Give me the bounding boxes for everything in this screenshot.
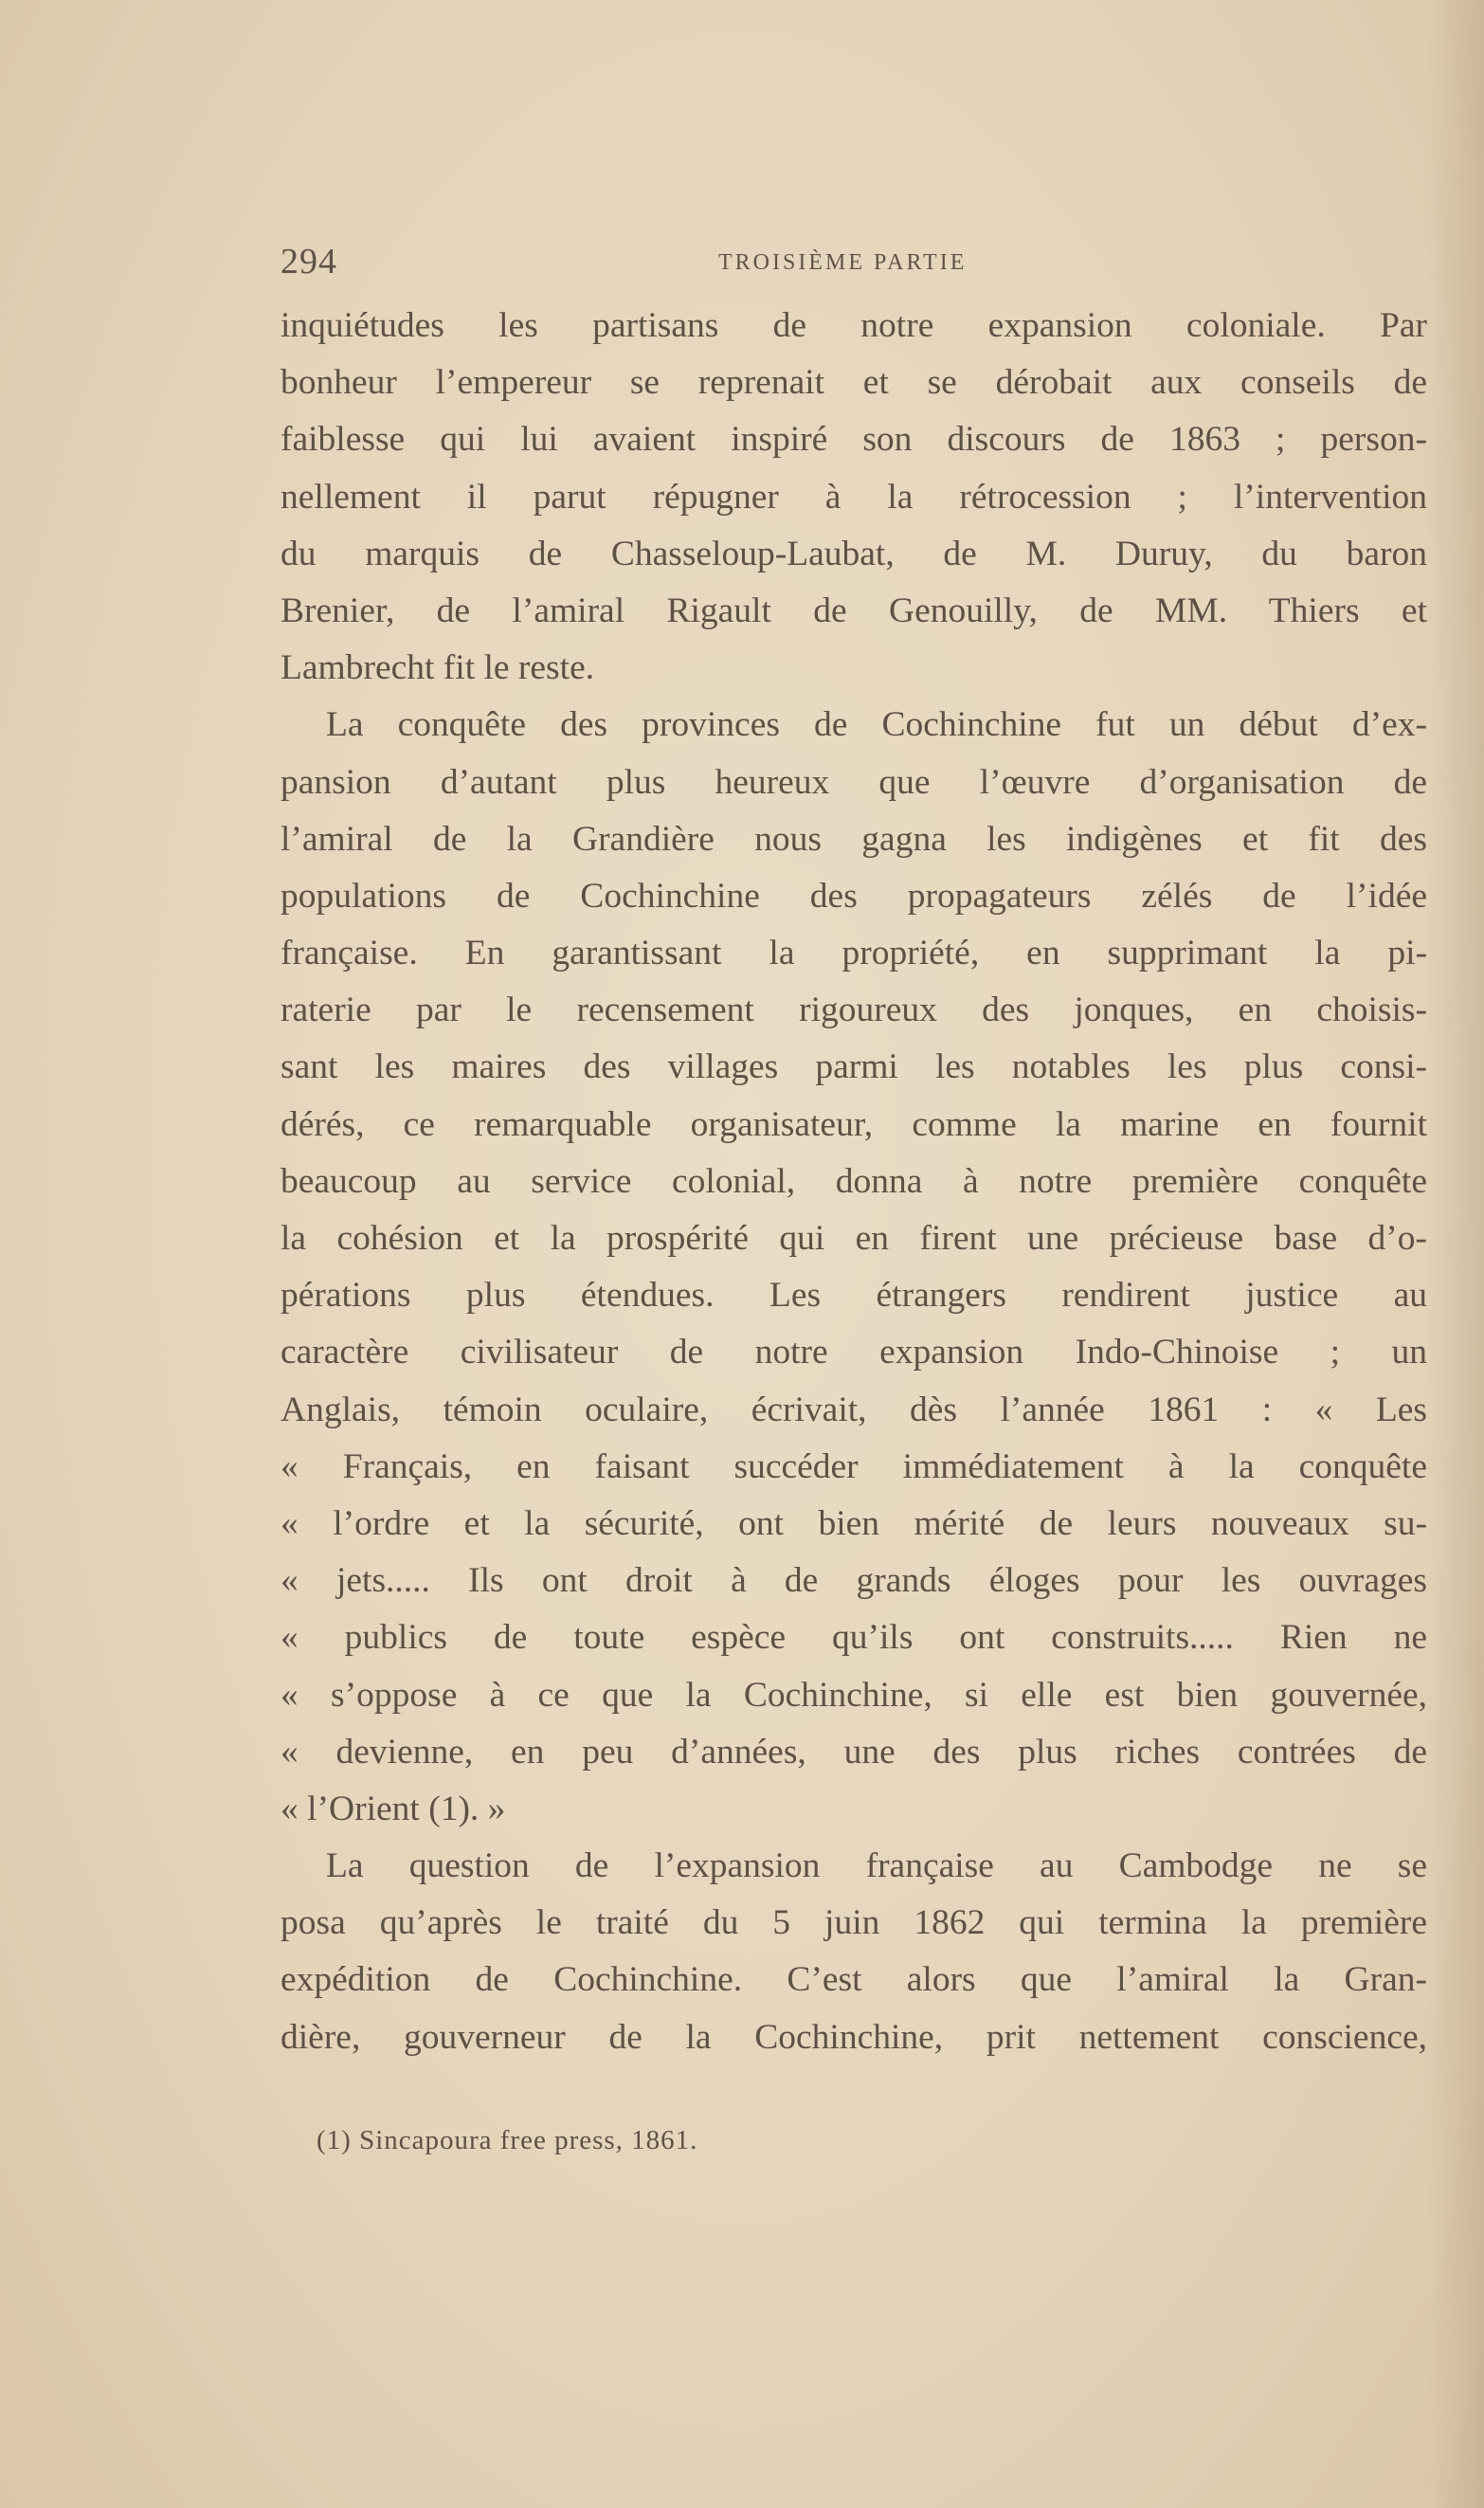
text-line: raterie par le recensement rigoureux des jonques, en choisis- [281,990,1427,1030]
text-line: dérés, ce remarquable organisateur, comme la marine en fournit [281,1104,1427,1144]
page-edge-shadow [1427,0,1484,2508]
text-line: bonheur l’empereur se reprenait et se dérobait aux conseils de [281,363,1427,403]
text-line: dière, gouverneur de la Cochinchine, prit nettement conscience, [281,2017,1427,2057]
text-line: pérations plus étendues. Les étrangers rendirent justice au [281,1276,1427,1316]
text-line: beaucoup au service colonial, donna à notre première conquête [281,1161,1427,1201]
text-line: La conquête des provinces de Cochinchine fut un début d’ex- [326,705,1427,745]
text-line: sant les maires des villages parmi les notables les plus consi- [281,1047,1427,1087]
running-head: TROISIÈME PARTIE [718,250,968,275]
text-line: La question de l’expansion française au Cambodge ne se [326,1846,1427,1886]
text-line: Anglais, témoin oculaire, écrivait, dès l’année 1861 : « Les [281,1390,1427,1429]
text-line: « jets..... Ils ont droit à de grands éloges pour les ouvrages [281,1561,1427,1601]
text-line: « s’oppose à ce que la Cochinchine, si elle est bien gouvernée, [281,1675,1427,1715]
text-line: pansion d’autant plus heureux que l’œuvre d’organisation de [281,762,1427,802]
page-header [281,241,1437,282]
text-line: française. En garantissant la propriété, en supprimant la pi- [281,934,1427,973]
text-line: inquiétudes les partisans de notre expansion coloniale. Par [281,306,1427,345]
text-line: posa qu’après le traité du 5 juin 1862 qui termina la première [281,1903,1427,1943]
text-line: populations de Cochinchine des propagateurs zélés de l’idée [281,876,1427,916]
text-line: « l’ordre et la sécurité, ont bien mérité de leurs nouveaux su- [281,1503,1427,1543]
text-line: « publics de toute espèce qu’ils ont construits..... Rien ne [281,1618,1427,1658]
footnote: (1) Sincapoura free press, 1861. [317,2125,698,2155]
text-line: faiblesse qui lui avaient inspiré son discours de 1863 ; person- [281,420,1427,460]
text-line: Lambrecht fit le reste. [281,648,595,688]
text-line: « devienne, en peu d’années, une des plus riches contrées de [281,1732,1427,1772]
text-line: du marquis de Chasseloup-Laubat, de M. Duruy, du baron [281,534,1427,573]
body-text [281,298,1427,2066]
text-line: la cohésion et la prospérité qui en firent une précieuse base d’o- [281,1219,1427,1258]
text-line: « Français, en faisant succéder immédiatement à la conquête [281,1446,1427,1486]
text-line: nellement il parut répugner à la rétrocession ; l’intervention [281,477,1427,517]
text-line: caractère civilisateur de notre expansion Indo-Chinoise ; un [281,1333,1427,1372]
page-number: 294 [281,242,337,282]
text-line: l’amiral de la Grandière nous gagna les indigènes et fit des [281,819,1427,859]
text-line: « l’Orient (1). » [281,1789,506,1828]
text-line: Brenier, de l’amiral Rigault de Genouilly, de MM. Thiers et [281,591,1427,630]
text-line: expédition de Cochinchine. C’est alors que l’amiral la Gran- [281,1960,1427,2000]
